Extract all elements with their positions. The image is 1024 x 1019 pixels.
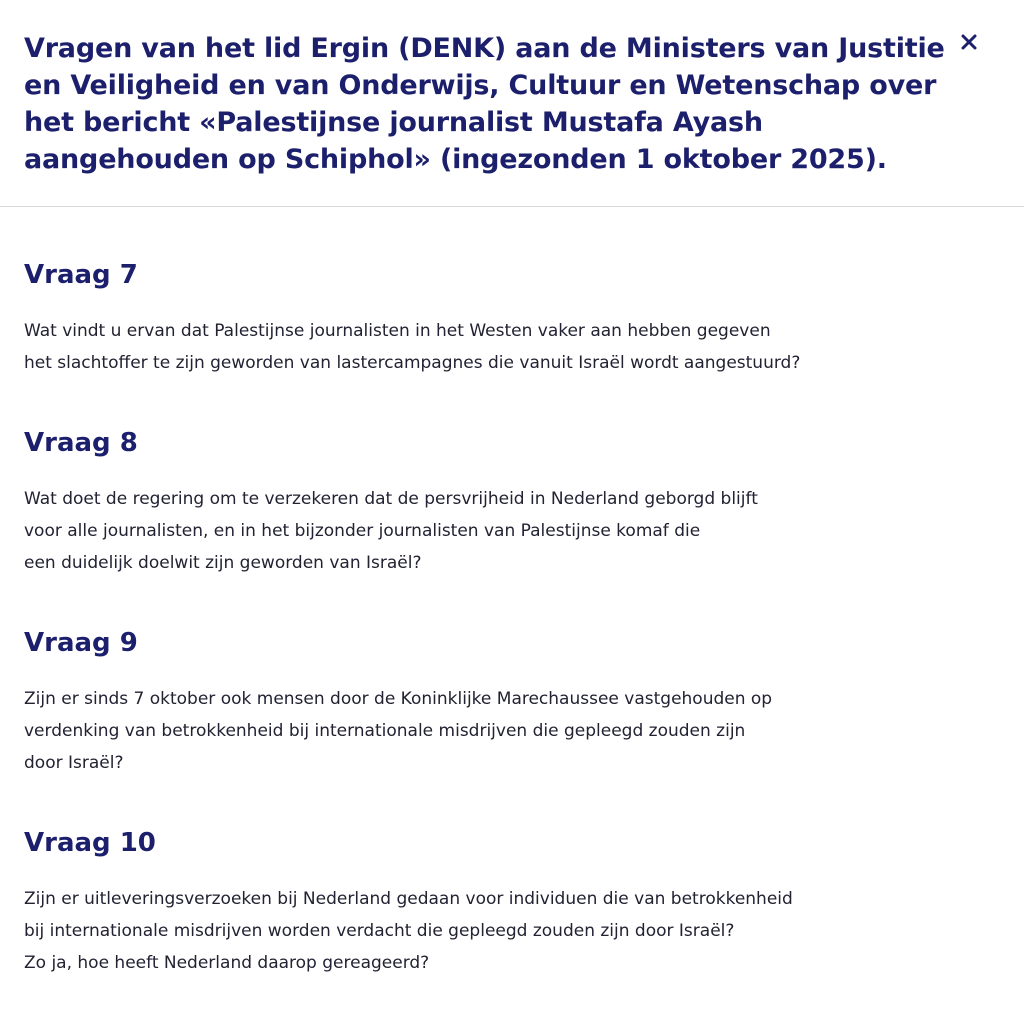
question-line: Zo ja, hoe heeft Nederland daarop gereageerd? (24, 953, 430, 973)
question-item (24, 419, 964, 579)
question-heading: Vraag 9 (24, 628, 138, 658)
close-button[interactable] (953, 26, 985, 58)
question-text (24, 315, 964, 379)
question-line: voor alle journalisten, en in het bijzonder journalisten van Palestijnse komaf die (24, 521, 701, 541)
question-item (24, 251, 964, 379)
question-line: Wat vindt u ervan dat Palestijnse journalisten in het Westen vaker aan hebben gegeven (24, 321, 771, 341)
dialog-title: Vragen van het lid Ergin (DENK) aan de Ministers van Justitie en Veiligheid en van Onderwijs, Cultuur en Wetenschap over het bericht «Palestijnse journalist Mustafa Ayash aangehouden op Schiphol» (ingezonden 1 oktober 2025). (24, 33, 945, 175)
close-icon (961, 34, 977, 50)
question-heading: Vraag 10 (24, 828, 156, 858)
question-line: door Israël? (24, 753, 124, 773)
question-text (24, 483, 964, 579)
question-heading: Vraag 7 (24, 260, 138, 290)
question-item (24, 819, 964, 979)
question-line: het slachtoffer te zijn geworden van lastercampagnes die vanuit Israël wordt aangestuurd? (24, 353, 801, 373)
question-line: een duidelijk doelwit zijn geworden van Israël? (24, 553, 422, 573)
question-line: Zijn er uitleveringsverzoeken bij Nederland gedaan voor individuen die van betrokkenheid (24, 889, 793, 909)
question-line: bij internationale misdrijven worden verdacht die gepleegd zouden zijn door Israël? (24, 921, 735, 941)
question-line: verdenking van betrokkenheid bij internationale misdrijven die gepleegd zouden zijn (24, 721, 746, 741)
question-text (24, 883, 964, 979)
dialog-header (0, 0, 1024, 207)
questions-list (24, 251, 964, 1019)
question-heading: Vraag 8 (24, 428, 138, 458)
question-line: Wat doet de regering om te verzekeren dat de persvrijheid in Nederland geborgd blijft (24, 489, 758, 509)
question-item (24, 619, 964, 779)
question-line: Zijn er sinds 7 oktober ook mensen door de Koninklijke Marechaussee vastgehouden op (24, 689, 773, 709)
question-text (24, 683, 964, 779)
